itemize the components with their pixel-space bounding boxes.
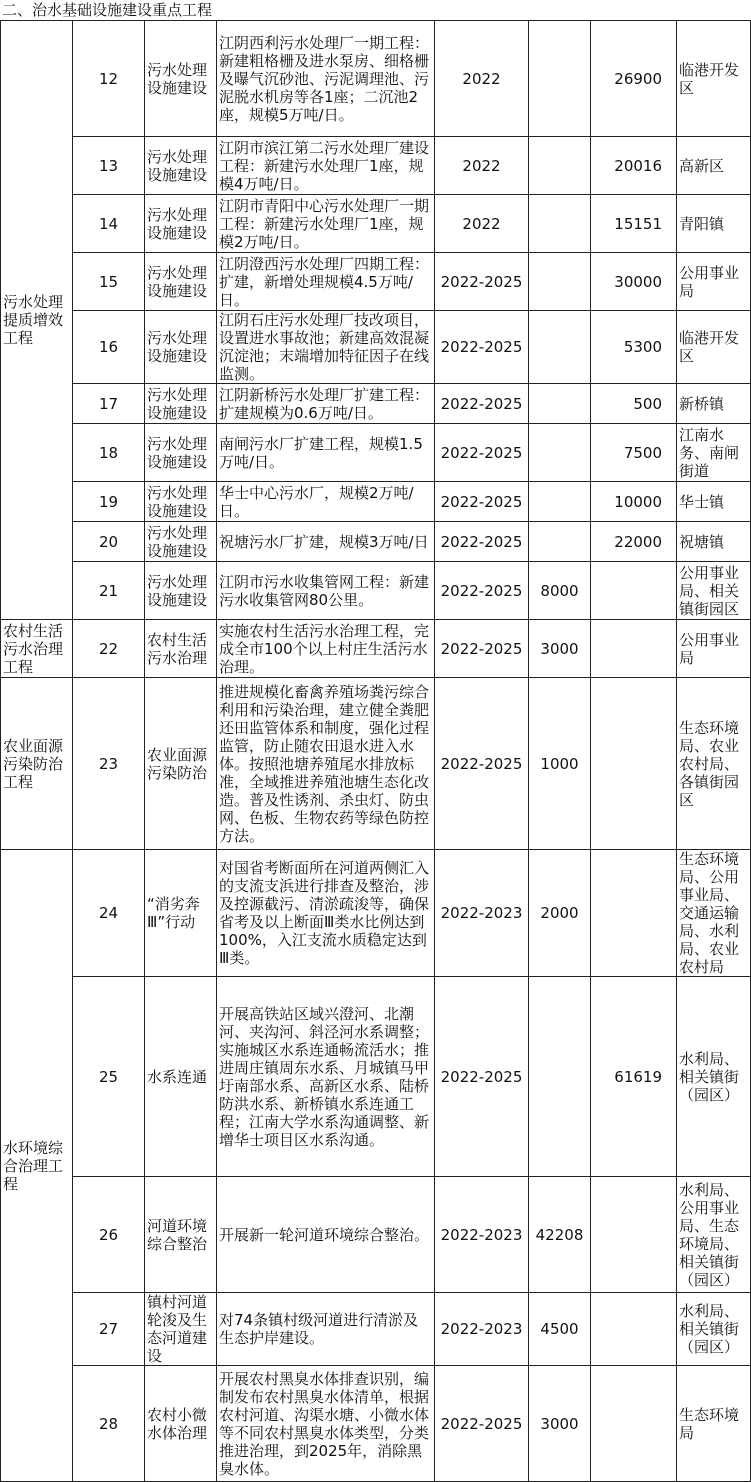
serial-number-cell: 24 bbox=[73, 850, 145, 977]
investment-cell-b: 22000 bbox=[591, 522, 677, 562]
responsible-unit-cell: 华士镇 bbox=[677, 482, 751, 522]
responsible-unit-cell: 江南水务、南闸街道 bbox=[677, 424, 751, 482]
year-cell: 2022 bbox=[435, 21, 529, 137]
responsible-unit-cell: 新桥镇 bbox=[677, 384, 751, 424]
investment-cell-b: 20016 bbox=[591, 137, 677, 195]
serial-number-cell: 22 bbox=[73, 620, 145, 678]
category-cell: 农业面源污染防治工程 bbox=[1, 678, 73, 850]
responsible-unit-cell: 临港开发区 bbox=[677, 311, 751, 384]
investment-cell-a: 1000 bbox=[529, 678, 591, 850]
project-content-cell: 南闸污水厂扩建工程，规模1.5万吨/日。 bbox=[217, 424, 435, 482]
table-row bbox=[1, 384, 751, 424]
table-row bbox=[1, 195, 751, 253]
table-row bbox=[1, 850, 751, 977]
investment-cell-b: 500 bbox=[591, 384, 677, 424]
project-type-cell: 污水处理设施建设 bbox=[145, 522, 217, 562]
project-type-cell: 污水处理设施建设 bbox=[145, 195, 217, 253]
project-content-cell: 实施农村生活污水治理工程，完成全市100个以上村庄生活污水治理。 bbox=[217, 620, 435, 678]
table-row bbox=[1, 311, 751, 384]
investment-cell-b bbox=[591, 678, 677, 850]
category-cell: 农村生活污水治理工程 bbox=[1, 620, 73, 678]
investment-cell-a: 3000 bbox=[529, 1366, 591, 1482]
year-cell: 2022-2025 bbox=[435, 1366, 529, 1482]
responsible-unit-cell: 水利局、相关镇街（园区） bbox=[677, 1293, 751, 1366]
investment-cell-a bbox=[529, 195, 591, 253]
serial-number-cell: 13 bbox=[73, 137, 145, 195]
project-type-cell: 污水处理设施建设 bbox=[145, 384, 217, 424]
responsible-unit-cell: 生态环境局 bbox=[677, 1366, 751, 1482]
project-type-cell: 污水处理设施建设 bbox=[145, 253, 217, 311]
section-title: 二、治水基础设施建设重点工程 bbox=[2, 1, 213, 19]
responsible-unit-cell: 祝塘镇 bbox=[677, 522, 751, 562]
table-row bbox=[1, 1293, 751, 1366]
investment-cell-a bbox=[529, 137, 591, 195]
project-type-cell: 农村生活污水治理 bbox=[145, 620, 217, 678]
responsible-unit-cell: 公用事业局、相关镇街园区 bbox=[677, 562, 751, 620]
year-cell: 2022-2025 bbox=[435, 253, 529, 311]
responsible-unit-cell: 水利局、相关镇街（园区） bbox=[677, 977, 751, 1177]
table-row bbox=[1, 482, 751, 522]
investment-cell-b: 7500 bbox=[591, 424, 677, 482]
year-cell: 2022-2023 bbox=[435, 1177, 529, 1293]
project-content-cell: 华士中心污水厂，规模2万吨/日。 bbox=[217, 482, 435, 522]
responsible-unit-cell: 临港开发区 bbox=[677, 21, 751, 137]
investment-cell-a: 4500 bbox=[529, 1293, 591, 1366]
investment-cell-a bbox=[529, 977, 591, 1177]
investment-cell-a bbox=[529, 482, 591, 522]
category-cell: 水环境综合治理工程 bbox=[1, 850, 73, 1482]
project-content-cell: 推进规模化畜禽养殖场粪污综合利用和污染治理，建立健全粪肥还田监管体系和制度，强化过程监管，防止随农田退水进入水体。按照池塘养殖尾水排放标准，全域推进养殖池塘生态化改造。普及性诱剂、杀虫灯、防虫网、色板、生物农药等绿色防控方法。 bbox=[217, 678, 435, 850]
serial-number-cell: 27 bbox=[73, 1293, 145, 1366]
project-content-cell: 江阴石庄污水处理厂技改项目，设置进水事故池；新建高效混凝沉淀池；末端增加特征因子在线监测。 bbox=[217, 311, 435, 384]
year-cell: 2022-2025 bbox=[435, 522, 529, 562]
project-type-cell: 污水处理设施建设 bbox=[145, 21, 217, 137]
investment-cell-a bbox=[529, 21, 591, 137]
table-row bbox=[1, 678, 751, 850]
project-table bbox=[0, 20, 751, 1482]
project-content-cell: 祝塘污水厂扩建，规模3万吨/日 bbox=[217, 522, 435, 562]
table-body bbox=[1, 21, 751, 1482]
serial-number-cell: 20 bbox=[73, 522, 145, 562]
project-type-cell: 污水处理设施建设 bbox=[145, 562, 217, 620]
investment-cell-b bbox=[591, 1293, 677, 1366]
responsible-unit-cell: 高新区 bbox=[677, 137, 751, 195]
investment-cell-b bbox=[591, 1177, 677, 1293]
table-row bbox=[1, 1177, 751, 1293]
serial-number-cell: 15 bbox=[73, 253, 145, 311]
year-cell: 2022-2025 bbox=[435, 424, 529, 482]
table-row bbox=[1, 253, 751, 311]
serial-number-cell: 19 bbox=[73, 482, 145, 522]
investment-cell-b: 26900 bbox=[591, 21, 677, 137]
year-cell: 2022-2025 bbox=[435, 678, 529, 850]
investment-cell-b: 10000 bbox=[591, 482, 677, 522]
project-content-cell: 江阴新桥污水处理厂扩建工程：扩建规模为0.6万吨/日。 bbox=[217, 384, 435, 424]
investment-cell-b bbox=[591, 562, 677, 620]
table-row bbox=[1, 620, 751, 678]
serial-number-cell: 28 bbox=[73, 1366, 145, 1482]
project-type-cell: 污水处理设施建设 bbox=[145, 482, 217, 522]
serial-number-cell: 14 bbox=[73, 195, 145, 253]
serial-number-cell: 21 bbox=[73, 562, 145, 620]
table-row bbox=[1, 1366, 751, 1482]
investment-cell-b: 5300 bbox=[591, 311, 677, 384]
year-cell: 2022-2025 bbox=[435, 482, 529, 522]
year-cell: 2022 bbox=[435, 195, 529, 253]
investment-cell-b: 61619 bbox=[591, 977, 677, 1177]
project-content-cell: 开展农村黑臭水体排查识别，编制发布农村黑臭水体清单，根据农村河道、沟渠水塘、小微水体等不同农村黑臭水体类型，分类推进治理，到2025年，消除黑臭水体。 bbox=[217, 1366, 435, 1482]
project-content-cell: 江阴市滨江第二污水处理厂建设工程：新建污水处理厂1座，规模4万吨/日。 bbox=[217, 137, 435, 195]
year-cell: 2022-2023 bbox=[435, 850, 529, 977]
investment-cell-b bbox=[591, 620, 677, 678]
serial-number-cell: 26 bbox=[73, 1177, 145, 1293]
investment-cell-a bbox=[529, 253, 591, 311]
project-type-cell: 农村小微水体治理 bbox=[145, 1366, 217, 1482]
investment-cell-a bbox=[529, 424, 591, 482]
responsible-unit-cell: 生态环境局、农业农村局、各镇街园区 bbox=[677, 678, 751, 850]
project-type-cell: 河道环境综合整治 bbox=[145, 1177, 217, 1293]
project-content-cell: 对国省考断面所在河道两侧汇入的支流支浜进行排查及整治，涉及控源截污、清淤疏浚等，确保省考及以上断面Ⅲ类水比例达到100%，入江支流水质稳定达到Ⅲ类。 bbox=[217, 850, 435, 977]
table-row bbox=[1, 21, 751, 137]
serial-number-cell: 25 bbox=[73, 977, 145, 1177]
table-row bbox=[1, 522, 751, 562]
project-type-cell: 污水处理设施建设 bbox=[145, 311, 217, 384]
table-row bbox=[1, 137, 751, 195]
project-content-cell: 开展新一轮河道环境综合整治。 bbox=[217, 1177, 435, 1293]
investment-cell-a: 8000 bbox=[529, 562, 591, 620]
responsible-unit-cell: 生态环境局、公用事业局、交通运输局、水利局、农业农村局 bbox=[677, 850, 751, 977]
year-cell: 2022-2025 bbox=[435, 384, 529, 424]
investment-cell-b bbox=[591, 850, 677, 977]
serial-number-cell: 16 bbox=[73, 311, 145, 384]
project-type-cell: 污水处理设施建设 bbox=[145, 424, 217, 482]
project-content-cell: 江阴市青阳中心污水处理厂一期工程：新建污水处理厂1座，规模2万吨/日。 bbox=[217, 195, 435, 253]
year-cell: 2022-2025 bbox=[435, 311, 529, 384]
table-row bbox=[1, 977, 751, 1177]
year-cell: 2022-2025 bbox=[435, 977, 529, 1177]
project-content-cell: 江阴西利污水处理厂一期工程：新建粗格栅及进水泵房、细格栅及曝气沉砂池、污泥调理池、污泥脱水机房等各1座；二沉池2座，规模5万吨/日。 bbox=[217, 21, 435, 137]
project-type-cell: 农业面源污染防治 bbox=[145, 678, 217, 850]
project-content-cell: 开展高铁站区域兴澄河、北潮河、夹沟河、斜泾河水系调整；实施城区水系连通畅流活水；推进周庄镇周东水系、月城镇马甲圩南部水系、高新区水系、陆桥防洪水系、新桥镇水系连通工程；江南大学水系沟通调整、新增华士项目区水系沟通。 bbox=[217, 977, 435, 1177]
year-cell: 2022-2025 bbox=[435, 620, 529, 678]
responsible-unit-cell: 公用事业局 bbox=[677, 620, 751, 678]
category-cell: 污水处理提质增效工程 bbox=[1, 21, 73, 620]
investment-cell-a: 3000 bbox=[529, 620, 591, 678]
serial-number-cell: 12 bbox=[73, 21, 145, 137]
investment-cell-a: 2000 bbox=[529, 850, 591, 977]
year-cell: 2022 bbox=[435, 137, 529, 195]
investment-cell-a bbox=[529, 522, 591, 562]
project-type-cell: 水系连通 bbox=[145, 977, 217, 1177]
year-cell: 2022-2025 bbox=[435, 562, 529, 620]
investment-cell-a bbox=[529, 384, 591, 424]
responsible-unit-cell: 公用事业局 bbox=[677, 253, 751, 311]
serial-number-cell: 23 bbox=[73, 678, 145, 850]
responsible-unit-cell: 水利局、公用事业局、生态环境局、相关镇街（园区） bbox=[677, 1177, 751, 1293]
year-cell: 2022-2023 bbox=[435, 1293, 529, 1366]
investment-cell-a bbox=[529, 311, 591, 384]
project-content-cell: 对74条镇村级河道进行清淤及生态护岸建设。 bbox=[217, 1293, 435, 1366]
investment-cell-a: 42208 bbox=[529, 1177, 591, 1293]
investment-cell-b bbox=[591, 1366, 677, 1482]
investment-cell-b: 30000 bbox=[591, 253, 677, 311]
responsible-unit-cell: 青阳镇 bbox=[677, 195, 751, 253]
serial-number-cell: 17 bbox=[73, 384, 145, 424]
project-type-cell: “消劣奔Ⅲ”行动 bbox=[145, 850, 217, 977]
table-row bbox=[1, 424, 751, 482]
project-type-cell: 镇村河道轮浚及生态河道建设 bbox=[145, 1293, 217, 1366]
table-row bbox=[1, 562, 751, 620]
serial-number-cell: 18 bbox=[73, 424, 145, 482]
project-content-cell: 江阴市污水收集管网工程：新建污水收集管网80公里。 bbox=[217, 562, 435, 620]
project-type-cell: 污水处理设施建设 bbox=[145, 137, 217, 195]
project-content-cell: 江阴澄西污水处理厂四期工程：扩建，新增处理规模4.5万吨/日。 bbox=[217, 253, 435, 311]
investment-cell-b: 15151 bbox=[591, 195, 677, 253]
